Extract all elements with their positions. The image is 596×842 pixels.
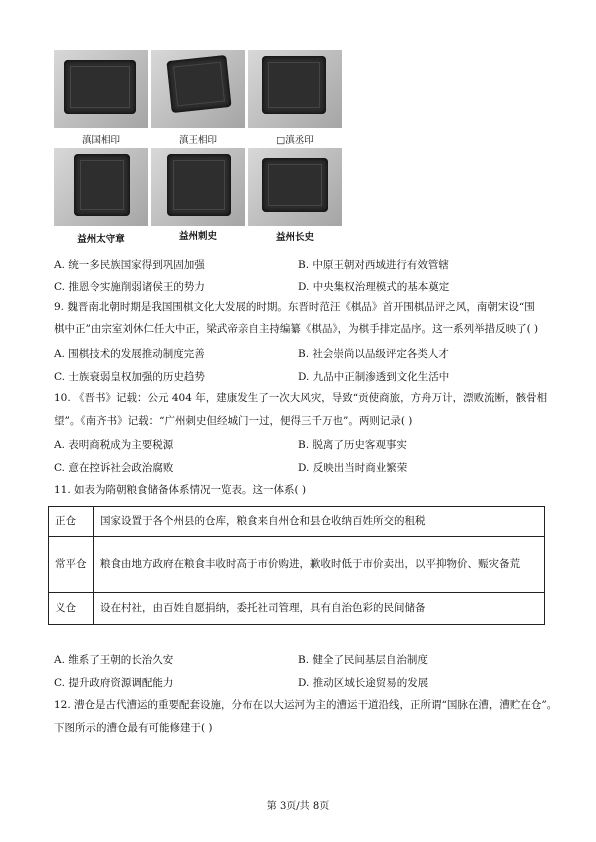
seal-photo-4 — [54, 148, 148, 226]
table-cell-desc: 粮食由地方政府在粮食丰收时高于市价购进，歉收时低于市价卖出，以平抑物价、赈灾备荒 — [94, 537, 545, 593]
q10-option-a[interactable]: A. 表明商税成为主要税源 — [54, 439, 174, 451]
seal-caption-6: 益州长史 — [275, 232, 314, 243]
table-cell-desc: 设在村社，由百姓自愿捐纳，委托社司管理，具有自治色彩的民间储备 — [94, 593, 545, 625]
q10-option-d[interactable]: D. 反映出当时商业繁荣 — [298, 462, 408, 474]
table-cell-name: 正仓 — [49, 507, 94, 537]
q9-option-c[interactable]: C. 士族衰弱皇权加强的历史趋势 — [54, 371, 205, 383]
seal-photo-1 — [54, 50, 148, 128]
seal-photo-2 — [151, 50, 245, 128]
q9-option-b[interactable]: B. 社会崇尚以品级评定各类人才 — [298, 348, 449, 360]
q12-stem-line1: 12. 漕仓是古代漕运的重要配套设施，分布在以大运河为主的漕运干道沿线，正所谓“国脉在漕，漕贮在仓”。 — [54, 699, 558, 711]
grain-storage-table — [48, 506, 545, 625]
q8-option-a[interactable]: A. 统一多民族国家得到巩固加强 — [54, 259, 205, 271]
q11-option-b[interactable]: B. 健全了民间基层自治制度 — [298, 654, 428, 666]
table-cell-desc: 国家设置于各个州县的仓库，粮食来自州仓和县仓收纳百姓所交的租税 — [94, 507, 545, 537]
table-row — [49, 507, 545, 537]
q10-option-b[interactable]: B. 脱离了历史客观事实 — [298, 439, 407, 451]
q9-stem-line1: 9. 魏晋南北朝时期是我国围棋文化大发展的时期。东晋时范汪《棋品》首开围棋品评之风，南朝宋设“围 — [54, 301, 535, 313]
page-footer: 第 3页/共 8页 — [266, 801, 330, 812]
q9-stem-line2: 棋中正”由宗室刘休仁任大中正，梁武帝亲自主持编纂《棋品》，为棋手排定品序。这一系列举措反映了( ) — [54, 323, 539, 335]
seal-caption-1: 滇国相印 — [81, 135, 120, 146]
table-cell-name: 义仓 — [49, 593, 94, 625]
table-row — [49, 593, 545, 625]
q11-option-d[interactable]: D. 推动区域长途贸易的发展 — [298, 677, 429, 689]
q11-stem: 11. 如表为隋朝粮食储备体系情况一览表。这一体系( ) — [54, 484, 307, 496]
table-row — [49, 537, 545, 593]
seal-photo-3 — [248, 50, 342, 128]
q8-option-c[interactable]: C. 推恩令实施削弱诸侯王的势力 — [54, 281, 205, 293]
seal-caption-5: 益州刺史 — [178, 231, 217, 242]
q10-stem-line1: 10. 《晋书》记载：公元 404 年，建康发生了一次大风灾，导致“贡使商旅，方舟万计，漂败流断，骸骨相 — [54, 392, 548, 404]
seal-photo-6 — [248, 148, 342, 226]
q10-stem-line2: 望”。《南齐书》记载：“广州刺史但经城门一过，便得三千万也”。两则记录( ) — [54, 415, 413, 427]
seal-photo-5 — [151, 148, 245, 226]
q9-option-d[interactable]: D. 九品中正制渗透到文化生活中 — [298, 371, 450, 383]
seal-caption-3: □滇丞印 — [276, 135, 314, 146]
q8-option-b[interactable]: B. 中原王朝对西域进行有效管辖 — [298, 259, 449, 271]
q8-option-d[interactable]: D. 中央集权治理模式的基本奠定 — [298, 281, 450, 293]
seal-caption-2: 滇王相印 — [178, 135, 217, 146]
table-cell-name: 常平仓 — [49, 537, 94, 593]
seal-caption-4: 益州太守章 — [77, 234, 125, 245]
q10-option-c[interactable]: C. 意在控诉社会政治腐败 — [54, 462, 174, 474]
q11-option-a[interactable]: A. 维系了王朝的长治久安 — [54, 654, 174, 666]
q11-option-c[interactable]: C. 提升政府资源调配能力 — [54, 677, 174, 689]
q9-option-a[interactable]: A. 围棋技术的发展推动制度完善 — [54, 348, 205, 360]
q12-stem-line2: 下图所示的漕仓最有可能修建于( ) — [54, 722, 213, 734]
